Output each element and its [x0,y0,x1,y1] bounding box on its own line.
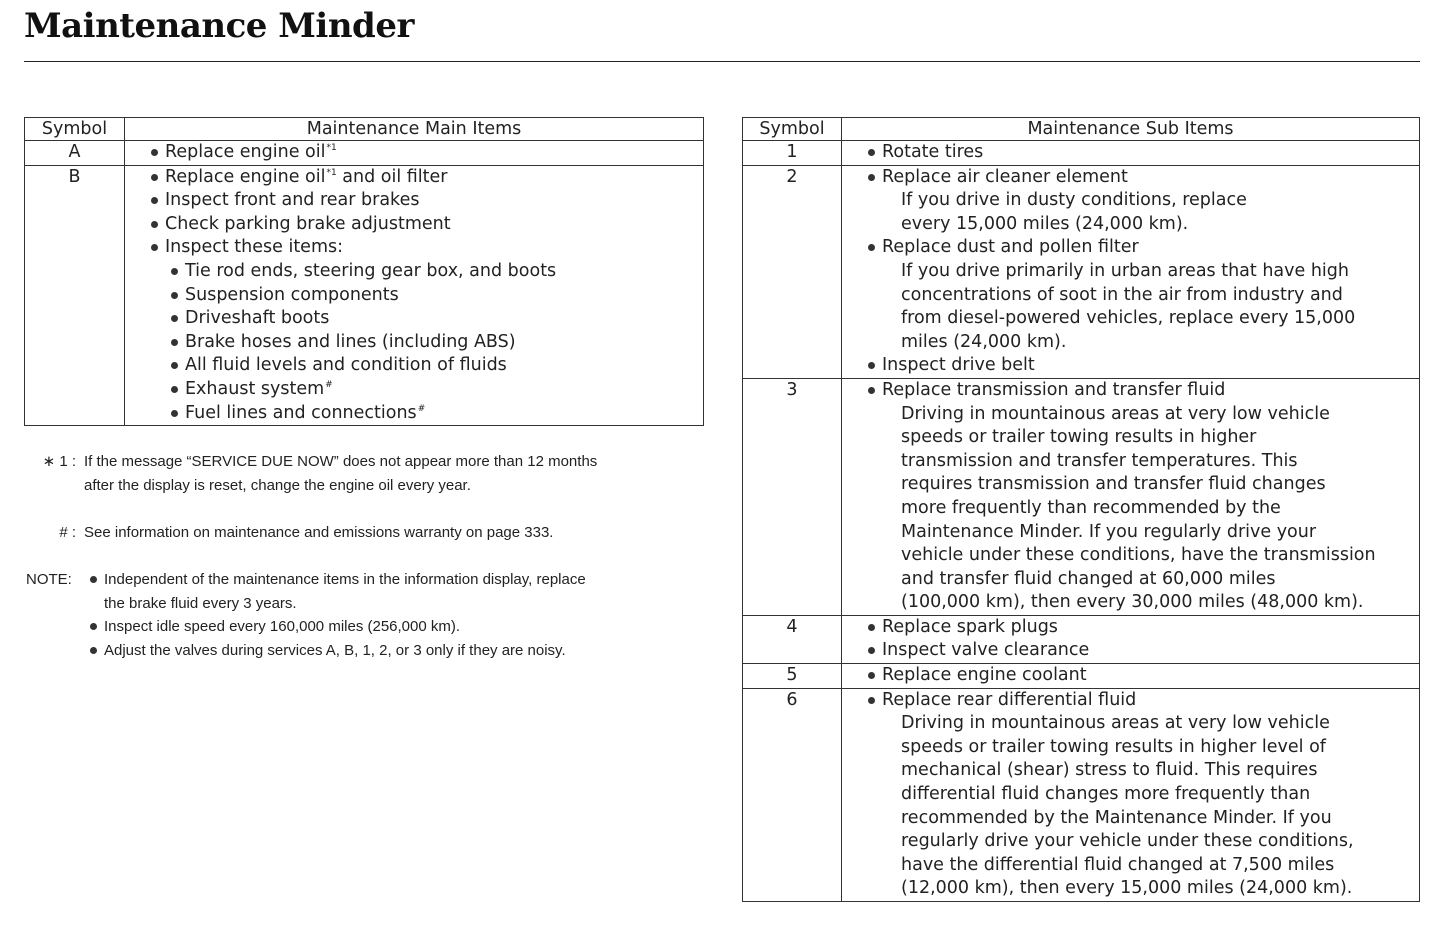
footnote-line: after the display is reset, change the engine oil every year. [84,476,471,494]
item [842,639,1419,663]
item [842,689,1419,713]
item-note-line: (100,000 km), then every 30,000 miles (48,000 km). [901,592,1364,613]
item-text: Check parking brake adjustment [165,213,451,234]
item-text: Brake hoses and lines (including ABS) [185,331,516,352]
column-header-sub-items: Maintenance Sub Items [842,118,1420,141]
item-text: Replace air cleaner element [882,166,1128,187]
item-text: Replace transmission and transfer fluid [882,379,1226,400]
item-note-line: speeds or trailer towing results in higher level of [901,736,1326,757]
symbol-cell: A [25,141,125,166]
item-note-line: every 15,000 miles (24,000 km). [901,213,1189,234]
item [125,189,703,213]
item-text: Driveshaft boots [185,308,330,329]
item-note-line: recommended by the Maintenance Minder. If you [901,807,1332,828]
item-note-line: requires transmission and transfer fluid changes [901,474,1326,495]
item [125,213,703,237]
item-note-line: If you drive primarily in urban areas that have high [901,260,1349,281]
item-note-line: concentrations of soot in the air from industry and [901,284,1343,305]
sub-item [125,284,703,308]
sub-item [125,260,703,284]
item-text: Replace spark plugs [882,616,1058,637]
sub-item [125,307,703,331]
table-header-row [743,118,1420,141]
item [125,166,703,190]
item-note-line: vehicle under these conditions, have the transmission [901,545,1376,566]
page-title: Maintenance Minder [24,6,414,46]
footnote-2-mark: # : [59,524,76,541]
item-note-line: more frequently than recommended by the [901,497,1281,518]
sub-item [125,402,703,426]
item-note-line: If you drive in dusty conditions, replace [901,190,1247,211]
item [125,236,703,260]
symbol-cell: 5 [743,664,842,689]
column-header-symbol: Symbol [743,118,842,141]
symbol-cell: 3 [743,378,842,615]
item-text: Replace engine oil [165,142,326,162]
table-row [25,165,704,426]
item [842,379,1419,403]
table-row [743,664,1420,689]
item-note-line: speeds or trailer towing results in higher [901,427,1257,448]
title-divider [24,61,1420,62]
item [842,616,1419,640]
item-text: Inspect valve clearance [882,640,1090,661]
table-row [743,615,1420,663]
item-text: Inspect drive belt [882,355,1035,376]
table-row [25,141,704,166]
item-text: Tie rod ends, steering gear box, and boots [185,260,557,281]
items-cell [842,141,1420,166]
item-note-line: Driving in mountainous areas at very low vehicle [901,403,1330,424]
item-note-line: miles (24,000 km). [901,331,1067,352]
symbol-cell: 2 [743,165,842,378]
item-note-line: transmission and transfer temperatures. This [901,450,1298,471]
symbol-cell: 6 [743,688,842,901]
item-note-line: Maintenance Minder. If you regularly drive your [901,521,1317,542]
footnote-ref: *1 [326,167,337,178]
footnote-ref: *1 [326,143,337,153]
sub-item [125,378,703,402]
item-note-line: and transfer fluid changed at 60,000 miles [901,568,1276,589]
symbol-cell: B [25,165,125,426]
item [842,141,1419,165]
note-label: NOTE: [26,571,72,588]
item-text: Rotate tires [882,142,984,162]
symbol-cell: 1 [743,141,842,166]
main-items-table [24,117,704,426]
items-cell [842,615,1420,663]
table-row [743,688,1420,901]
table-header-row [25,118,704,141]
items-cell [125,141,704,166]
table-row [743,165,1420,378]
item-note-line: have the differential fluid changed at 7,500 miles [901,854,1335,875]
items-cell [842,688,1420,901]
note-item: Independent of the maintenance items in the information display, replace [88,568,586,592]
footnote-2-text: See information on maintenance and emissions warranty on page 333. [84,524,554,541]
item-text: Suspension components [185,284,399,305]
items-cell [125,165,704,426]
item-note-line: (12,000 km), then every 15,000 miles (24,000 km). [901,878,1353,899]
item-note-line: from diesel-powered vehicles, replace every 15,000 [901,308,1356,329]
item [842,354,1419,378]
sub-item [125,331,703,355]
column-header-main-items: Maintenance Main Items [125,118,704,141]
item-text: Replace rear differential fluid [882,689,1137,710]
note-list [88,568,586,662]
item-text-cont: and oil filter [336,166,448,187]
item [842,664,1419,688]
item-note-line: differential fluid changes more frequently than [901,784,1311,805]
sub-items-table [742,117,1420,902]
symbol-cell: 4 [743,615,842,663]
table-row [743,378,1420,615]
item-note-line: Driving in mountainous areas at very low vehicle [901,713,1330,734]
item [842,236,1419,260]
item-text: All fluid levels and condition of fluids [185,355,507,376]
item-text: Replace engine coolant [882,665,1087,686]
footnote-ref: # [417,403,426,414]
items-cell [842,165,1420,378]
footnote-1-mark: ∗ 1 : [42,453,76,470]
item-text: Replace dust and pollen filter [882,237,1139,258]
items-cell [842,664,1420,689]
item-text: Fuel lines and connections [185,402,417,423]
table-row [743,141,1420,166]
item-text: Replace engine oil [165,166,326,187]
note-item: Inspect idle speed every 160,000 miles (256,000 km). [88,615,586,639]
item-text: Exhaust system [185,378,325,399]
column-header-symbol: Symbol [25,118,125,141]
item-note-line: mechanical (shear) stress to fluid. This requires [901,760,1318,781]
footnote-1-text [84,450,597,497]
item-note-line: regularly drive your vehicle under these conditions, [901,831,1354,852]
footnote-line: If the message “SERVICE DUE NOW” does not appear more than 12 months [84,453,598,470]
item [842,166,1419,190]
note-item-cont: the brake fluid every 3 years. [104,594,297,612]
sub-item [125,354,703,378]
item-text: Inspect these items: [165,237,344,258]
item-text: Inspect front and rear brakes [165,190,420,211]
footnote-ref: # [325,379,333,390]
note-item: Adjust the valves during services A, B, 1, 2, or 3 only if they are noisy. [88,639,586,663]
item [125,141,703,165]
items-cell [842,378,1420,615]
